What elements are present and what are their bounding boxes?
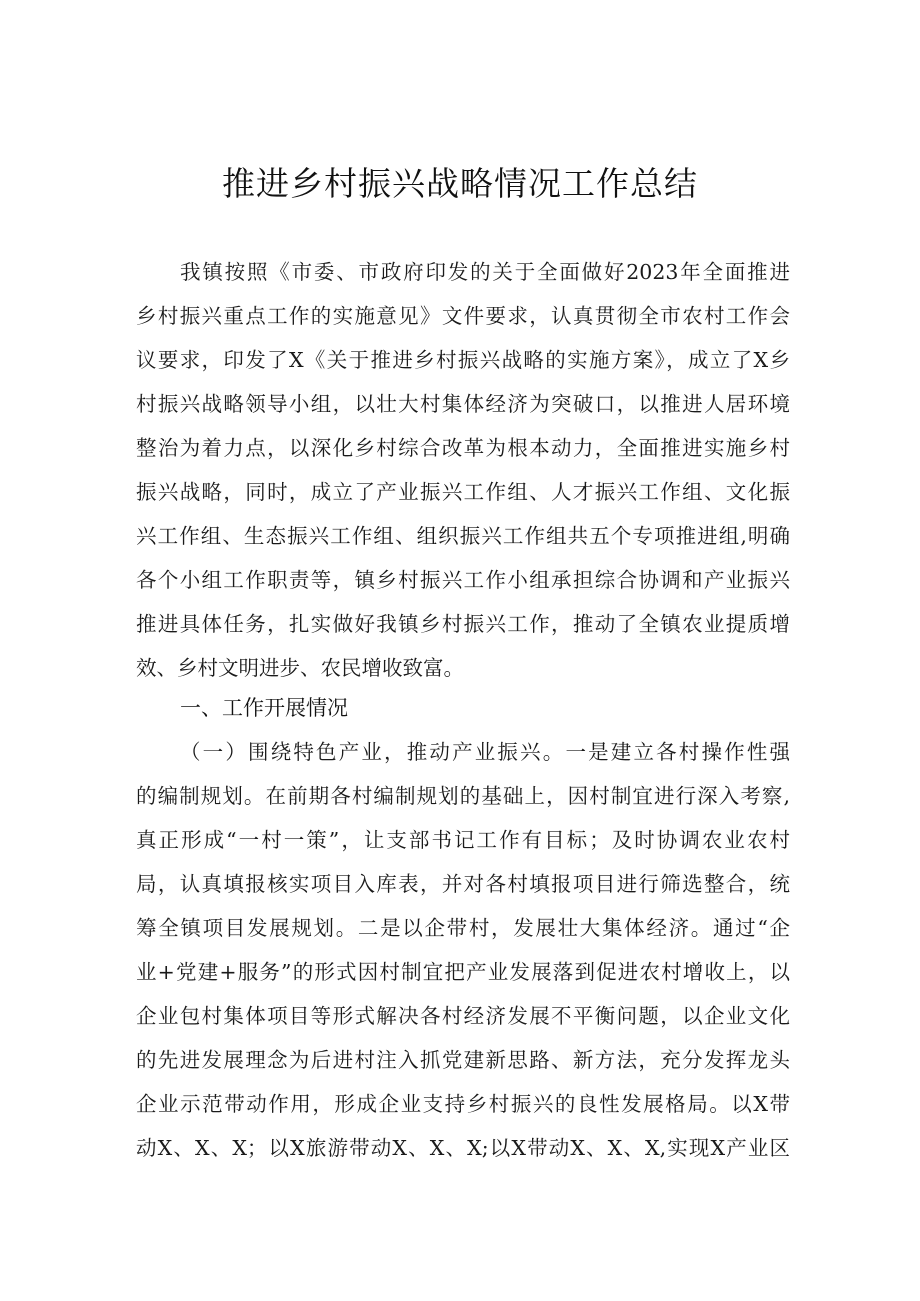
section-line-9: 企业示范带动作用，形成企业支持乡村振兴的良性发展格局。以X带 — [136, 1092, 790, 1116]
section-line-3: 真正形成“一村一策”，让支部书记工作有目标；及时协调农业农村 — [136, 828, 790, 852]
intro-line-6: 振兴战略，同时，成立了产业振兴工作组、人才振兴工作组、文化振 — [136, 480, 790, 504]
section-heading: 一、工作开展情况 — [180, 696, 348, 720]
section-line-7: 企业包村集体项目等形式解决各村经济发展不平衡问题，以企业文化 — [136, 1004, 790, 1028]
section-line-8: 的先进发展理念为后进村注入抓党建新思路、新方法，充分发挥龙头 — [136, 1048, 790, 1072]
section-line-1: （一）围绕特色产业，推动产业振兴。一是建立各村操作性强 — [180, 740, 790, 764]
intro-line-2: 乡村振兴重点工作的实施意见》文件要求，认真贯彻全市农村工作会 — [136, 304, 790, 328]
intro-line-1: 我镇按照《市委、市政府印发的关于全面做好2023年全面推进 — [180, 260, 790, 284]
section-line-4: 局，认真填报核实项目入库表，并对各村填报项目进行筛选整合，统 — [136, 872, 790, 896]
intro-line-3: 议要求，印发了X《关于推进乡村振兴战略的实施方案》，成立了X乡 — [136, 348, 790, 372]
section-line-5: 筹全镇项目发展规划。二是以企带村，发展壮大集体经济。通过“企 — [136, 916, 790, 940]
section-line-2: 的编制规划。在前期各村编制规划的基础上，因村制宜进行深入考察, — [136, 784, 790, 808]
intro-line-10: 效、乡村文明进步、农民增收致富。 — [136, 656, 464, 680]
document-title: 推进乡村振兴战略情况工作总结 — [222, 164, 698, 203]
intro-line-8: 各个小组工作职责等，镇乡村振兴工作小组承担综合协调和产业振兴 — [136, 568, 790, 592]
section-line-6: 业+党建+服务”的形式因村制宜把产业发展落到促进农村增收上，以 — [136, 960, 790, 984]
intro-line-9: 推进具体任务，扎实做好我镇乡村振兴工作，推动了全镇农业提质增 — [136, 612, 790, 636]
intro-line-7: 兴工作组、生态振兴工作组、组织振兴工作组共五个专项推进组,明确 — [136, 524, 790, 548]
intro-line-4: 村振兴战略领导小组，以壮大村集体经济为突破口，以推进人居环境 — [136, 392, 790, 416]
intro-line-5: 整治为着力点，以深化乡村综合改革为根本动力，全面推进实施乡村 — [136, 436, 790, 460]
section-line-10: 动X、X、X；以X旅游带动X、X、X;以X带动X、X、X,实现X产业区 — [136, 1136, 790, 1160]
